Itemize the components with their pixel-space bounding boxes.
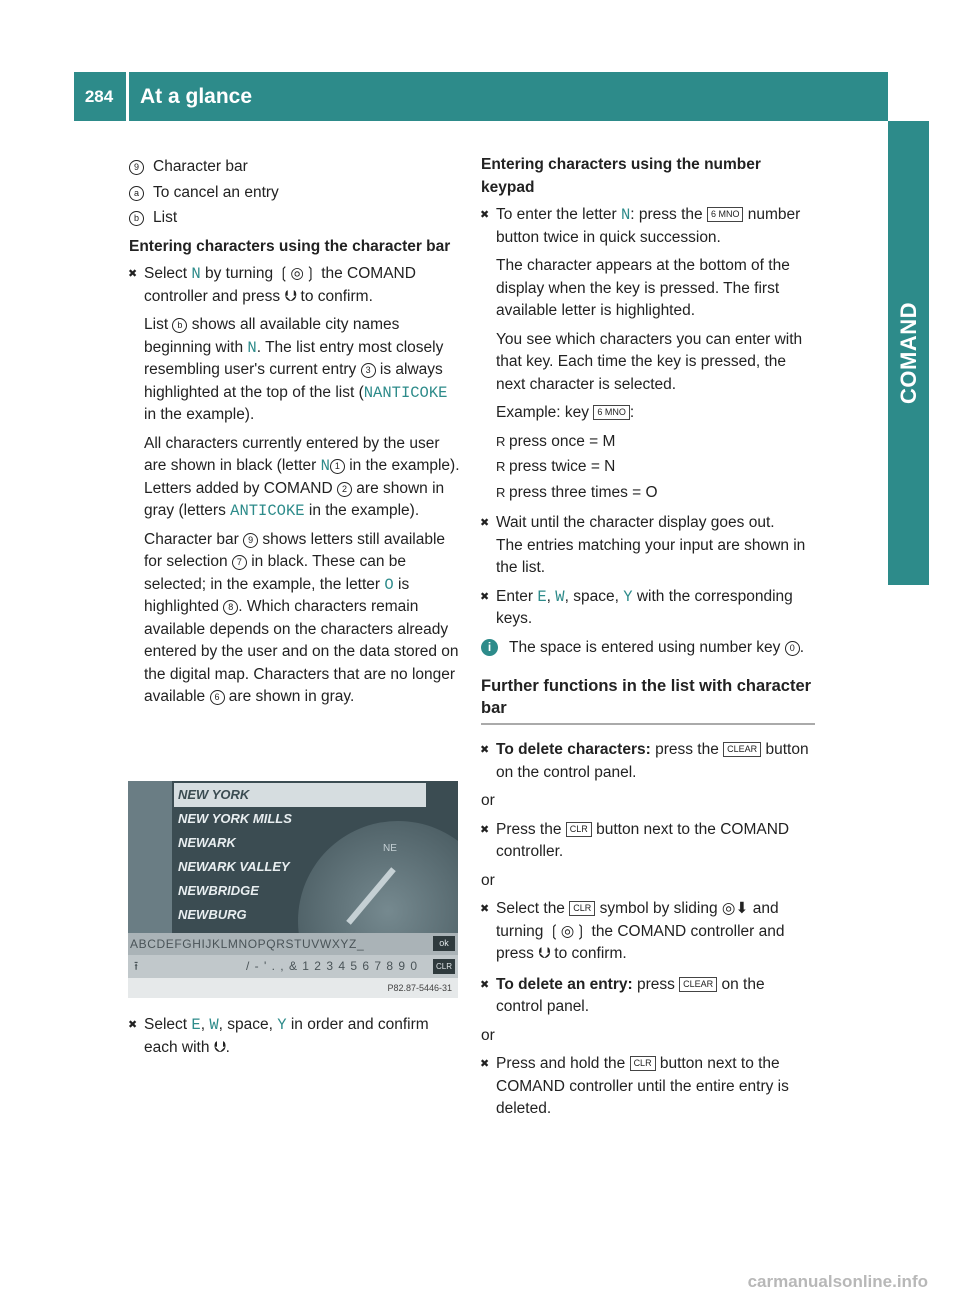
header-separator [126,72,129,121]
clr-button[interactable]: CLR [433,959,455,974]
info-icon: i [481,639,498,656]
callout-icon: a [129,186,144,201]
instruction-step: ✖ Press the CLR button next to the COMAND controller. [481,819,815,864]
character-bar[interactable]: ABCDEFGHIJKLMNOPQRSTUVWXYZ_ [128,933,458,955]
city-list-item-selected[interactable]: NEW YORK [174,783,426,807]
paragraph: Example: key 6 MNO : [496,404,635,421]
bullet-item: R press twice = N [481,456,815,479]
instruction-step: ✖ To delete an entry: press CLEAR on the control panel. [481,974,815,1019]
back-icon[interactable]: ⭱ [134,959,139,973]
side-tab-label: COMAND [895,302,921,404]
number-key-0-icon: 0 [785,641,800,656]
screen-left-panel [128,781,172,933]
comand-screen-image [128,781,458,998]
heading-rule [481,723,815,725]
turn-controller-icon: ❲◎❳ [547,922,588,940]
left-column [129,156,461,715]
legend-item: 9 Character bar [129,156,461,179]
clr-key-icon: CLR [569,901,595,916]
clr-key-icon: CLR [566,822,592,837]
legend-item: b List [129,207,461,230]
clr-key-icon: CLR [630,1056,656,1071]
compass-label: NE [383,843,397,854]
page-title: At a glance [140,85,253,108]
page-header [74,72,888,121]
or-text: or [481,1026,495,1044]
image-code: P82.87-5446-31 [128,978,458,998]
instruction-step: ✖ Enter E, W, space, Y with the corresponding keys. [481,586,815,631]
bullet-item: R press three times = O [481,482,815,505]
slide-controller-icon: ◎⬇ [721,900,749,917]
bullet-item: R press once = M [481,431,815,454]
or-text: or [481,871,495,889]
callout-icon: b [172,318,187,333]
number-key-6-icon: 6 MNO [707,207,744,222]
clear-key-icon: CLEAR [679,977,717,992]
turn-controller-icon: ❲◎❳ [277,265,317,282]
city-list-item[interactable]: NEW YORK MILLS [178,811,292,826]
section-heading: Entering characters using the character bar [129,237,451,255]
paragraph: Character bar 9 shows letters still available for selection 7 in black. These can be selected; in the example, the letter O is highlighted 8 . Which characters remain available depends on the characters already entered by the user and on the data stored on the digital map. Characters that are no longer available 6 are shown in gray. [144,530,459,705]
city-list-item[interactable]: NEWARK VALLEY [178,859,290,874]
instruction-step: ✖ Select the CLR symbol by sliding ◎⬇ and turning ❲◎❳ the COMAND controller and press ⮋ to confirm. [481,898,815,966]
ok-button[interactable]: ok [433,936,455,951]
callout-icon: b [129,211,144,226]
instruction-step: ✖ To delete characters: press the CLEAR button on the control panel. [481,739,815,784]
callout-icon: 1 [330,459,345,474]
callout-icon: 8 [223,600,238,615]
paragraph: All characters currently entered by the user are shown in black (letter N 1 in the example). Letters added by COMAND 2 are shown in gray (letters ANTICOKE in the example). [144,434,460,520]
paragraph: List b shows all available city names beginning with N. The list entry most closely resembling user's current entry 3 is always highlighted at the top of the list (NANTICOKE in the example). [144,316,448,423]
page-number: 284 [84,87,114,106]
press-controller-icon: ⮋ [284,287,297,305]
instruction-step: ✖ Select E, W, space, Y in order and confirm each with ⮋. [129,1014,461,1059]
press-controller-icon: ⮋ [538,945,550,962]
clear-key-icon: CLEAR [723,742,761,757]
instruction-step: ✖ Select N by turning ❲◎❳ the COMAND controller and press ⮋ to confirm. [129,263,461,308]
symbol-characters[interactable]: / - ' . , & 1 2 3 4 5 6 7 8 9 0 [246,959,419,973]
callout-icon: 3 [361,363,376,378]
callout-icon: 7 [232,555,247,570]
side-tab [888,121,929,585]
callout-icon: 2 [337,482,352,497]
instruction-step: ✖ To enter the letter N: press the 6 MNO number button twice in quick succession. [481,204,815,249]
city-list-item[interactable]: NEWBRIDGE [178,883,259,898]
number-key-6-icon: 6 MNO [593,405,630,420]
section-heading: Entering characters using the number keypad [481,156,761,196]
right-column [481,154,815,1127]
paragraph: You see which characters you can enter with that key. Each time the key is pressed, the next character is selected. [496,330,803,393]
callout-icon: 9 [243,533,258,548]
legend-item: a To cancel an entry [129,182,461,205]
city-list-item[interactable]: NEWARK [178,835,236,850]
press-controller-icon: ⮋ [213,1038,226,1056]
paragraph: The character appears at the bottom of the display when the key is pressed. The first available letter is highlighted. [496,257,790,319]
info-note: i The space is entered using number key 0 . [481,637,815,660]
instruction-step: ✖ Press and hold the CLR button next to the COMAND controller until the entire entry is deleted. [481,1053,815,1121]
symbol-bar [128,955,458,978]
callout-icon: 9 [129,160,144,175]
left-column-bottom [129,1014,461,1065]
or-text: or [481,792,495,809]
instruction-step: ✖ Wait until the character display goes out. [481,512,815,535]
callout-icon: 6 [210,690,225,705]
paragraph: The entries matching your input are shown in the list. [496,536,806,576]
watermark: carmanualsonline.info [747,1272,928,1291]
city-list-item[interactable]: NEWBURG [178,907,247,922]
section-heading: Further functions in the list with character bar [481,677,812,717]
